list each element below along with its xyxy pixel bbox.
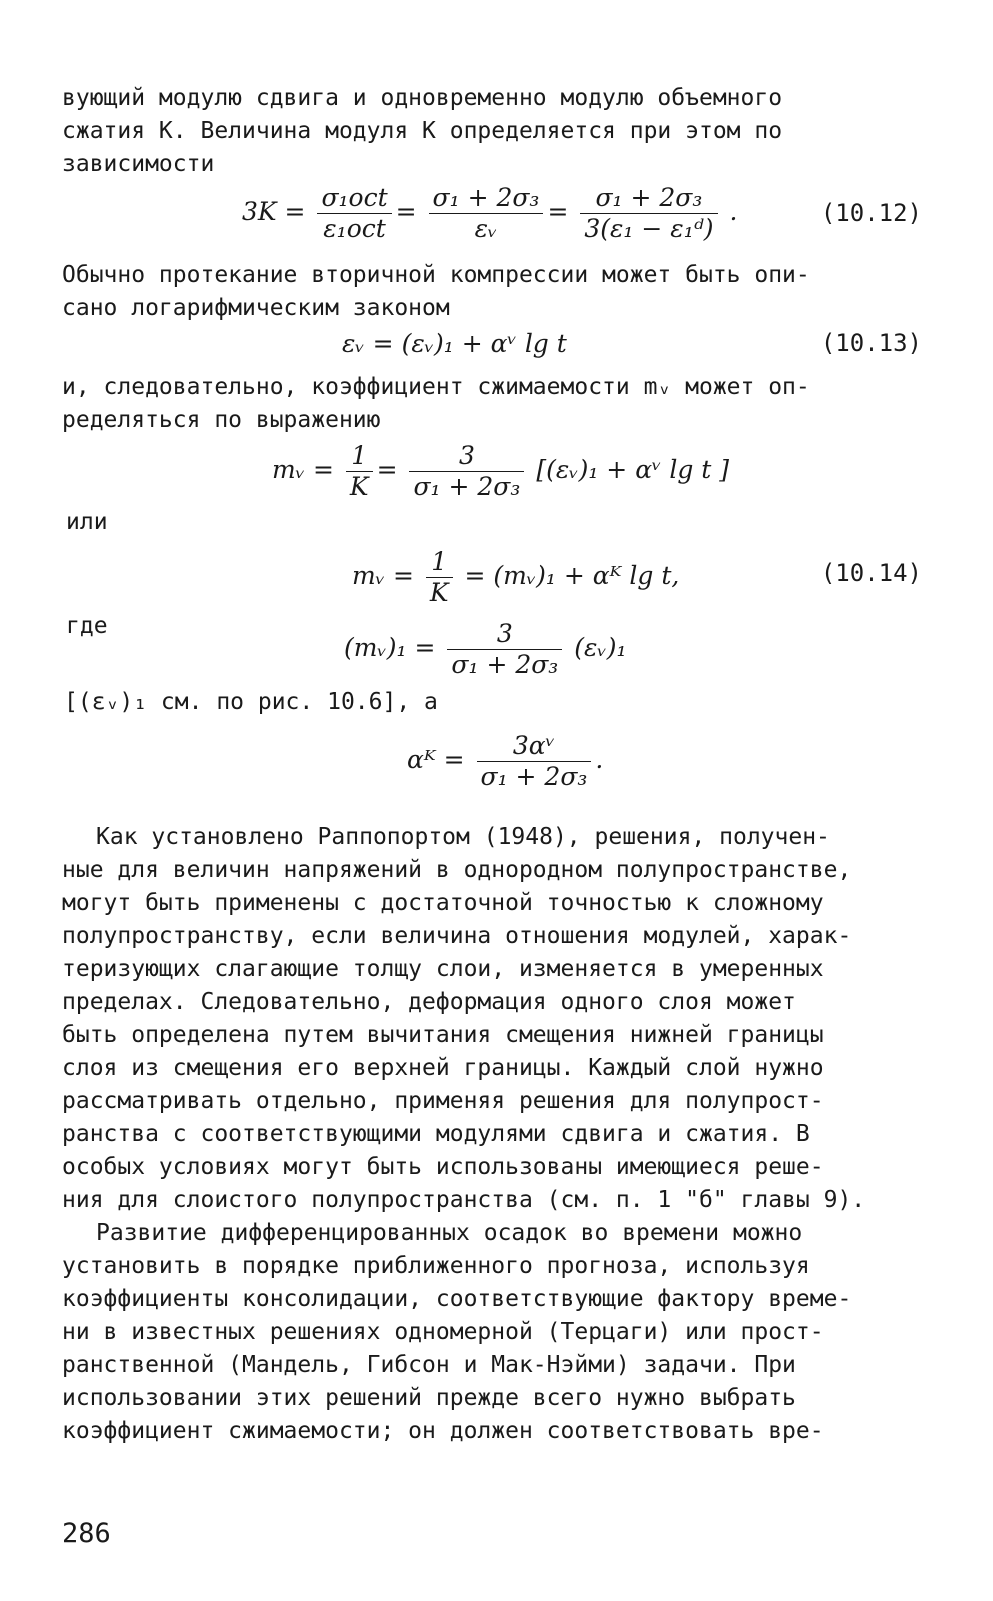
text-line: Развитие дифференцированных осадок во времени можно <box>96 1220 803 1246</box>
numerator: 3 <box>447 621 562 650</box>
text-line: сжатия К. Величина модуля К определяется при этом по <box>62 118 783 144</box>
denominator: εᵥ <box>474 214 498 243</box>
text-line: ные для величин напряжений в однородном полупространстве, <box>62 857 852 883</box>
text-line: теризующих слагающие толщу слои, изменяется в умеренных <box>62 956 824 982</box>
text-line: коэффициенты консолидации, соответствующие фактору време- <box>62 1286 852 1312</box>
numerator: σ₁oct <box>317 185 391 214</box>
text-line: ределяться по выражению <box>62 407 381 433</box>
reference-line: [(εᵥ)₁ см. по рис. 10.6], а <box>64 689 438 715</box>
text-line: ранства с соответствующими модулями сдвига и сжатия. В <box>62 1121 810 1147</box>
text-line: быть определена путем вычитания смещения нижней границы <box>62 1022 824 1048</box>
equation-10-14 <box>62 549 922 613</box>
text-line: могут быть применены с достаточной точностью к сложному <box>62 890 824 916</box>
text-line: полупространству, если величина отношения модулей, харак- <box>62 923 852 949</box>
eq-tail: (εᵥ)₁ <box>574 633 627 662</box>
eq-lhs: mᵥ = <box>352 561 414 590</box>
eq-tail: = (mᵥ)₁ + αᴷ lg t, <box>464 561 680 590</box>
paragraph-1 <box>62 82 922 181</box>
equation-number: (10.13) <box>820 329 922 357</box>
numerator: 1 <box>346 443 373 472</box>
text-line: Обычно протекание вторичной компрессии может быть опи- <box>62 262 810 288</box>
text-line: вующий модулю сдвига и одновременно модулю объемного <box>62 85 783 111</box>
word-or: или <box>66 509 108 535</box>
fraction <box>317 185 391 242</box>
equation-alpha <box>62 733 922 813</box>
numerator: 1 <box>426 549 453 578</box>
text-line: слоя из смещения его верхней границы. Каждый слой нужно <box>62 1055 824 1081</box>
eq-lhs: (mᵥ)₁ = <box>344 633 436 662</box>
text-line: рассматривать отдельно, применяя решения для полупрост- <box>62 1088 824 1114</box>
text-line: ранственной (Мандель, Гибсон и Мак-Нэйми) задачи. При <box>62 1352 796 1378</box>
text-line: и, следовательно, коэффициент сжимаемости mᵥ может оп- <box>62 374 810 400</box>
text-line: ни в известных решениях одномерной (Терцаги) или прост- <box>62 1319 824 1345</box>
paragraph-2 <box>62 259 922 325</box>
paragraph-4 <box>62 821 922 1217</box>
text-line: коэффициент сжимаемости; он должен соответствовать вре- <box>62 1418 824 1444</box>
text-line: использовании этих решений прежде всего нужно выбрать <box>62 1385 796 1411</box>
page-number: 286 <box>62 1518 111 1549</box>
eq-lhs: αᴷ = <box>407 745 465 774</box>
denominator: σ₁ + 2σ₃ <box>480 762 588 791</box>
equation-number: (10.12) <box>820 199 922 227</box>
equation-10-12: 3K = $\frac{\text{σ₁oct}}{\text{ε₁oct}}$ = $\frac{\text{σ₁ + 2σ₃}}{\text{εᵥ}}$ = $\frac{\text{σ₁ + 2σ₃}}{\text{3(ε₁ − ε₁ᵈ)}}$ . (10.12) <box>242 183 922 243</box>
eq-lhs: mᵥ = <box>272 455 334 484</box>
fraction <box>447 621 562 678</box>
page-body <box>62 82 922 1448</box>
denominator: σ₁ + 2σ₃ <box>413 472 521 501</box>
equation-mv: mᵥ = $\frac{1}{K}$ = $\frac{3}{\text{σ₁ + 2σ₃}}$ [(εᵥ)₁ + αᵛ lg t ] <box>272 441 730 501</box>
numerator: σ₁ + 2σ₃ <box>429 185 544 214</box>
numerator: σ₁ + 2σ₃ <box>580 185 717 214</box>
word-where: где <box>66 613 108 639</box>
denominator: 3(ε₁ − ε₁ᵈ) <box>584 214 714 243</box>
fraction <box>477 733 592 790</box>
paragraph-3 <box>62 371 922 437</box>
eq-body: εᵥ = (εᵥ)₁ + αᵛ lg t <box>342 329 567 358</box>
denominator: ε₁oct <box>323 214 386 243</box>
denominator: K <box>429 578 449 607</box>
text-line: пределах. Следовательно, деформация одного слоя может <box>62 989 796 1015</box>
text-line: Как установлено Раппопортом (1948), решения, получен- <box>96 824 830 850</box>
text-line: зависимости <box>62 151 215 177</box>
numerator: 3αᵛ <box>477 733 592 762</box>
text-line: ния для слоистого полупространства (см. п. 1 "б" главы 9). <box>62 1187 866 1213</box>
denominator: σ₁ + 2σ₃ <box>451 650 559 679</box>
eq-tail: [(εᵥ)₁ + αᵛ lg t ] <box>536 455 730 484</box>
fraction <box>346 443 373 500</box>
text-line: установить в порядке приближенного прогноза, используя <box>62 1253 810 1279</box>
eq-tail: . <box>595 745 604 774</box>
text-line: особых условиях могут быть использованы имеющиеся реше- <box>62 1154 824 1180</box>
denominator: K <box>349 472 369 501</box>
numerator: 3 <box>409 443 524 472</box>
text-line: сано логарифмическим законом <box>62 295 450 321</box>
fraction <box>580 185 717 242</box>
paragraph-5 <box>62 1217 922 1448</box>
fraction <box>426 549 453 606</box>
fraction <box>409 443 524 500</box>
equation-number: (10.14) <box>820 559 922 587</box>
equation-10-13 <box>62 325 922 371</box>
equation-mv1 <box>62 613 922 685</box>
eq-lhs: 3K = <box>242 197 306 226</box>
fraction <box>429 185 544 242</box>
